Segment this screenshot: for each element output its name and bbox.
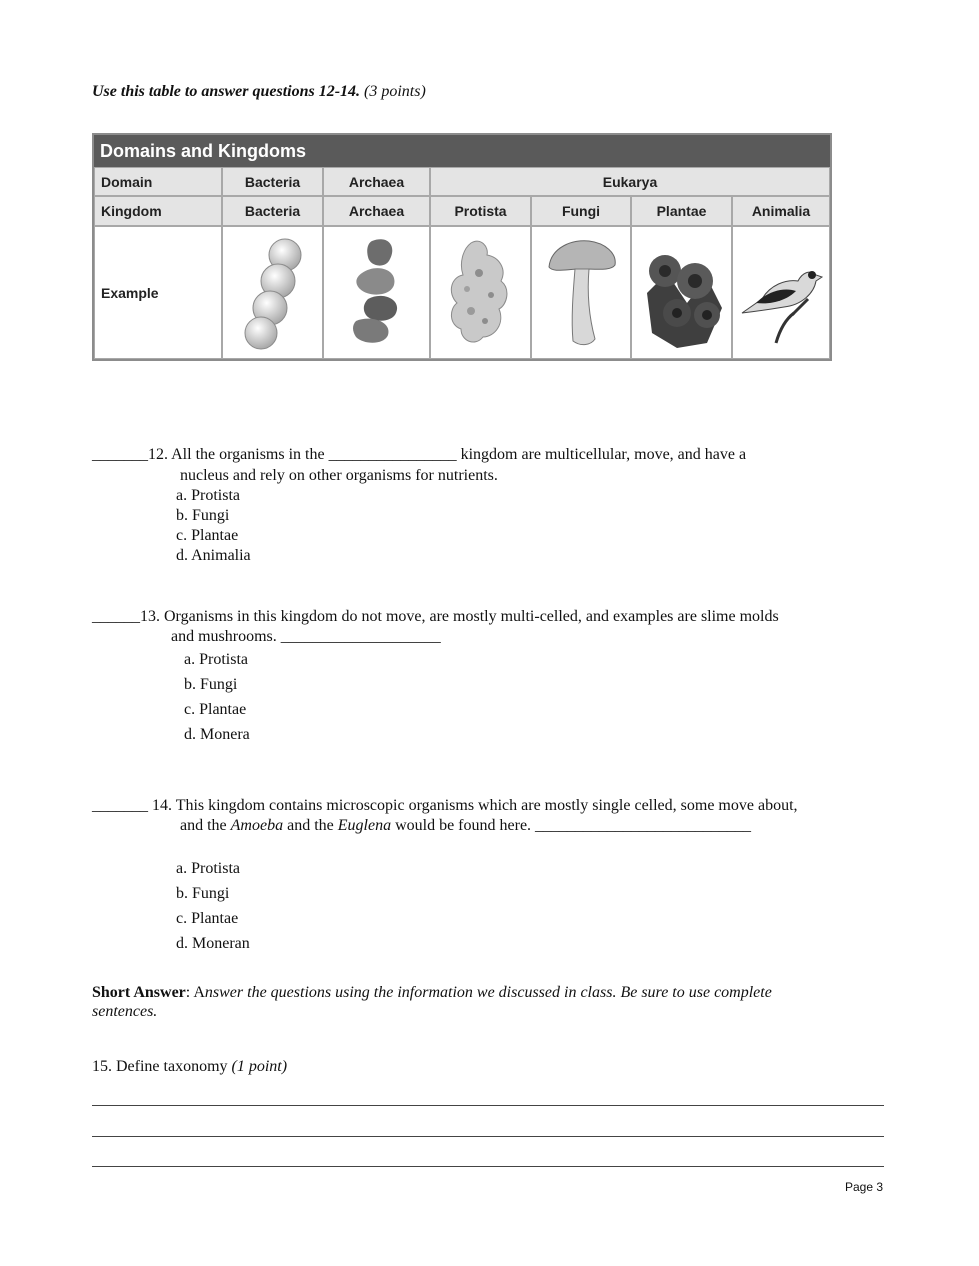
- q13-option-b: b. Fungi: [184, 676, 238, 693]
- answer-line-2[interactable]: [92, 1136, 884, 1137]
- q12-option-c: c. Plantae: [176, 527, 239, 544]
- q15-text: 15. Define taxonomy: [92, 1058, 232, 1075]
- example-archaea: [323, 226, 430, 359]
- q14-text-b: and the: [283, 817, 338, 834]
- example-fungi: [531, 226, 631, 359]
- short-answer-colon: : A: [185, 984, 205, 1001]
- q15-points: (1 point): [231, 1058, 288, 1075]
- question-13-line2: and mushrooms. ____________________: [171, 628, 441, 645]
- row-label-kingdom: Kingdom: [94, 196, 222, 226]
- short-answer-label: Short Answer: [92, 984, 186, 1001]
- q13-option-c: c. Plantae: [184, 701, 247, 718]
- q12-option-d: d. Animalia: [176, 547, 251, 564]
- domain-eukarya: Eukarya: [430, 167, 830, 196]
- domains-kingdoms-table: [92, 133, 832, 361]
- q14-euglena: Euglena: [337, 817, 392, 834]
- example-bacteria: [222, 226, 323, 359]
- example-plantae: [631, 226, 732, 359]
- mushroom-illustration: [541, 233, 621, 353]
- answer-line-1[interactable]: [92, 1105, 884, 1106]
- kingdom-fungi: Fungi: [531, 196, 631, 226]
- table-instruction: [92, 83, 426, 101]
- q14-option-c: c. Plantae: [176, 910, 239, 927]
- flower-illustration: [637, 233, 727, 353]
- domain-bacteria: Bacteria: [222, 167, 323, 196]
- answer-line-3[interactable]: [92, 1166, 884, 1167]
- short-answer-text-line2: sentences.: [92, 1003, 158, 1020]
- q14-option-b: b. Fungi: [176, 885, 230, 902]
- bacteria-illustration: [233, 233, 313, 353]
- kingdom-archaea: Archaea: [323, 196, 430, 226]
- table-title: Domains and Kingdoms: [94, 135, 830, 167]
- instruction-points: (3 points): [364, 83, 426, 100]
- q13-option-d: d. Monera: [184, 726, 250, 743]
- protista-illustration: [441, 233, 521, 353]
- kingdom-protista: Protista: [430, 196, 531, 226]
- q12-option-b: b. Fungi: [176, 507, 230, 524]
- q13-option-a: a. Protista: [184, 651, 248, 668]
- q12-option-a: a. Protista: [176, 487, 240, 504]
- row-label-example: Example: [94, 226, 222, 359]
- question-14: _______ 14. This kingdom contains microscopic organisms which are mostly single celled, some move about,: [92, 797, 798, 814]
- instruction-bold: Use this table to answer questions 12-14.: [92, 83, 361, 100]
- domain-archaea: Archaea: [323, 167, 430, 196]
- question-12-line2: nucleus and rely on other organisms for nutrients.: [180, 467, 498, 484]
- q14-amoeba: Amoeba: [230, 817, 284, 834]
- row-label-domain: Domain: [94, 167, 222, 196]
- q14-option-d: d. Moneran: [176, 935, 250, 952]
- q14-text-c: would be found here. ___________________________: [391, 817, 752, 834]
- question-13: ______13. Organisms in this kingdom do not move, are mostly multi-celled, and examples are slime molds: [92, 608, 779, 625]
- example-animalia: [732, 226, 830, 359]
- kingdom-bacteria: Bacteria: [222, 196, 323, 226]
- question-12: _______12. All the organisms in the ________________ kingdom are multicellular, move, and have a: [92, 446, 747, 463]
- question-15: [92, 1058, 287, 1076]
- page-number: Page 3: [845, 1180, 884, 1194]
- q14-option-a: a. Protista: [176, 860, 240, 877]
- example-protista: [430, 226, 531, 359]
- q14-text-a: and the: [180, 817, 231, 834]
- kingdom-plantae: Plantae: [631, 196, 732, 226]
- question-14-line2: [180, 817, 751, 835]
- bird-illustration: [736, 233, 826, 353]
- short-answer-text: nswer the questions using the information we discussed in class. Be sure to use complete: [204, 984, 772, 1001]
- archaea-illustration: [342, 233, 412, 353]
- short-answer-instructions: [92, 984, 772, 1002]
- kingdom-animalia: Animalia: [732, 196, 830, 226]
